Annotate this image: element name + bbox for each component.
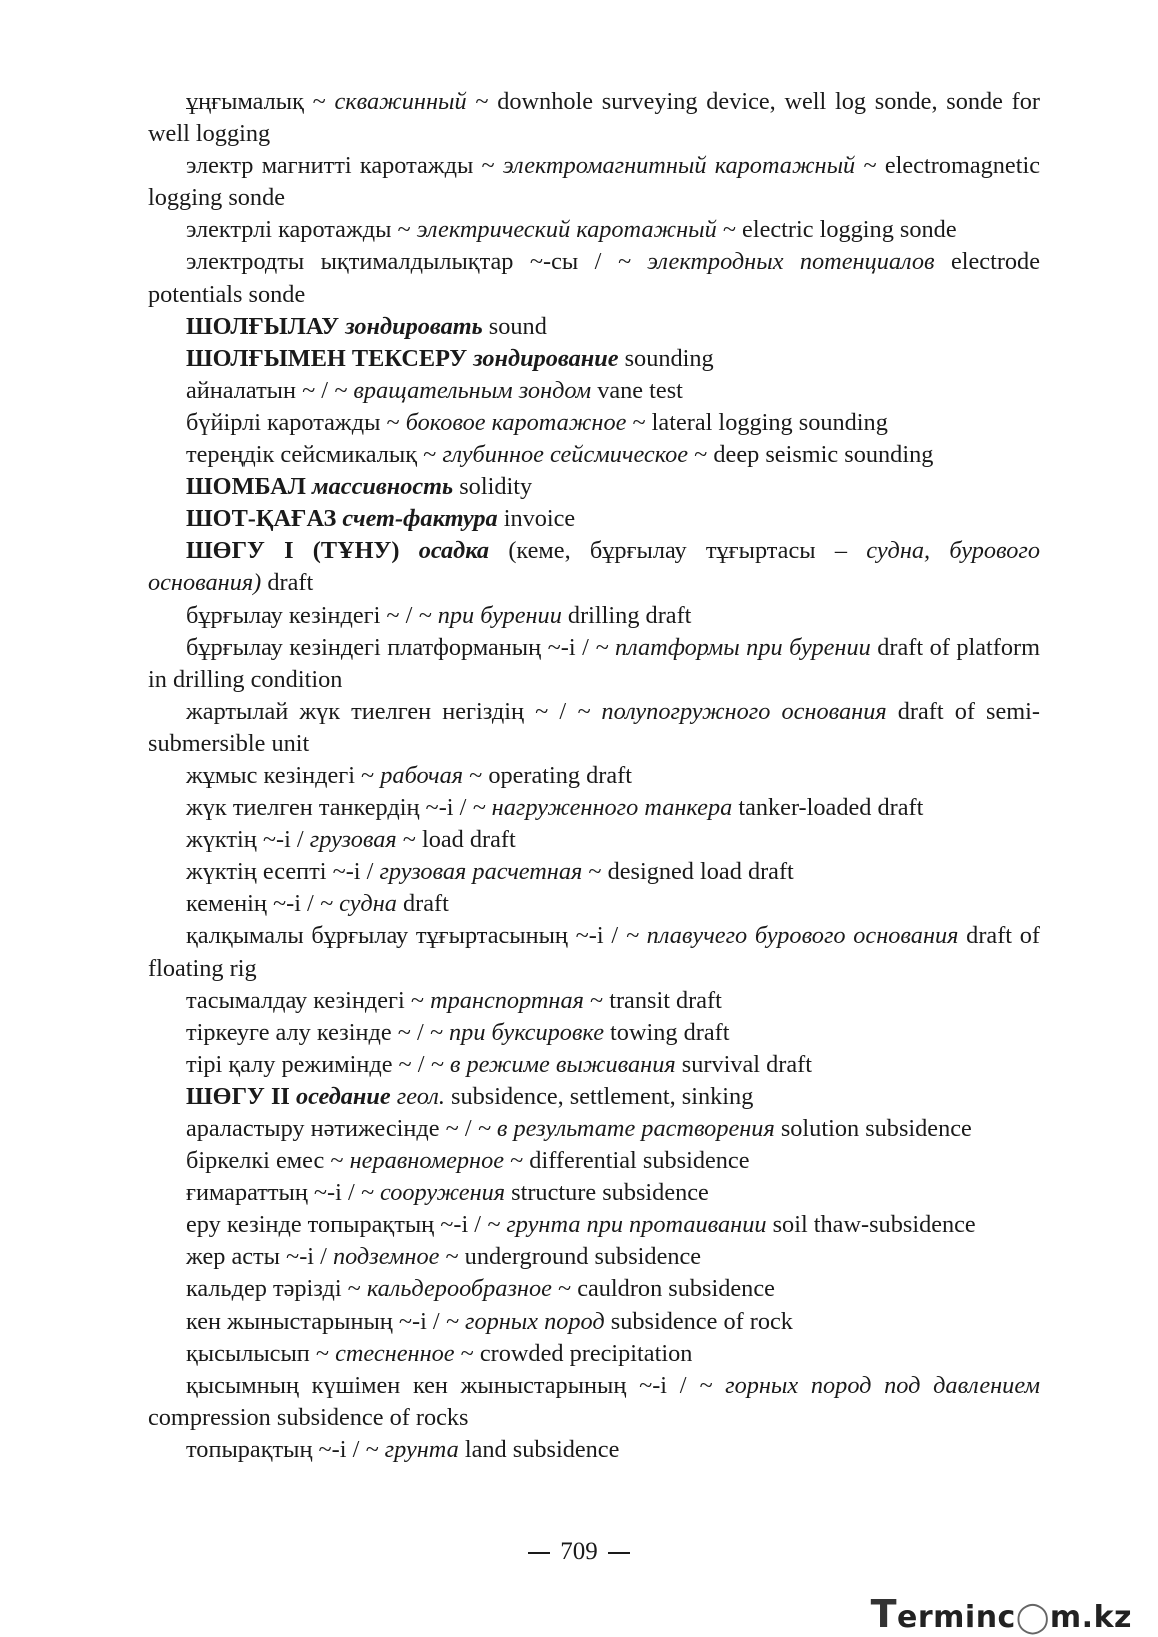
entry-text: compression subsidence of rocks bbox=[148, 1403, 469, 1431]
entry-text: ~ designed load draft bbox=[582, 858, 794, 886]
dictionary-entry bbox=[148, 1273, 1040, 1305]
page-number bbox=[0, 1538, 1158, 1566]
russian-term: грузовая расчетная bbox=[379, 858, 583, 886]
entry-text: ~ cauldron subsidence bbox=[551, 1275, 775, 1303]
russian-term: ~ горных пород под давлением bbox=[699, 1371, 1040, 1399]
entry-text: электродты ықтималдылықтар ~-сы / bbox=[186, 248, 618, 276]
dictionary-entry bbox=[148, 856, 1040, 888]
watermark-logo bbox=[871, 1592, 1132, 1636]
headword-russian: зондирование bbox=[473, 344, 619, 372]
entry-text: structure subsidence bbox=[505, 1179, 709, 1207]
entry-text: solidity bbox=[453, 473, 533, 501]
entry-text: ғимараттың ~-і / bbox=[186, 1179, 361, 1207]
dictionary-entry bbox=[148, 150, 1040, 214]
dictionary-entry bbox=[148, 760, 1040, 792]
dictionary-entry bbox=[148, 246, 1040, 310]
entry-text bbox=[399, 537, 418, 564]
entry-text: жүктің есепті ~-і / bbox=[186, 858, 380, 886]
dictionary-entry bbox=[148, 1113, 1040, 1145]
headword-russian: счет-фактура bbox=[342, 505, 498, 533]
dictionary-entry bbox=[148, 888, 1040, 920]
russian-term: скважинный bbox=[334, 88, 467, 115]
russian-term: ~ судна bbox=[319, 890, 397, 918]
russian-term: ~ плавучего бурового основания bbox=[625, 922, 959, 950]
russian-term: ~ при буксировке bbox=[429, 1018, 604, 1046]
russian-term: ~ сооружения bbox=[360, 1179, 506, 1207]
headword: ШОЛҒЫЛАУ bbox=[186, 312, 340, 340]
entry-text: tanker-loaded draft bbox=[732, 794, 924, 822]
russian-term: судна, бурового основания) bbox=[148, 537, 1041, 597]
entry-text: жұмыс кезіндегі ~ bbox=[186, 761, 381, 789]
russian-term: ~ вращательным зондом bbox=[334, 376, 592, 404]
entry-text: ~ crowded precipitation bbox=[454, 1339, 693, 1367]
entry-text: тірі қалу режимінде ~ / bbox=[186, 1050, 431, 1078]
headword: ШОМБАЛ bbox=[186, 473, 306, 501]
dictionary-entry bbox=[148, 1145, 1040, 1177]
russian-term: ~ грунта при протаивании bbox=[487, 1211, 767, 1239]
entry-text: айналатын ~ / bbox=[186, 376, 335, 404]
russian-term: ~ при бурении bbox=[418, 601, 562, 629]
entry-text: soil thaw-subsidence bbox=[766, 1211, 976, 1239]
entry-text: towing draft bbox=[603, 1018, 730, 1046]
entry-text: ұңғымалық ~ bbox=[186, 88, 335, 115]
russian-term: ~ электродных потенциалов bbox=[617, 248, 935, 276]
dictionary-entry bbox=[148, 1017, 1040, 1049]
entry-text: ~ operating draft bbox=[463, 761, 633, 789]
dictionary-entry bbox=[148, 1370, 1040, 1434]
headword: ШӨГУ II bbox=[186, 1082, 290, 1110]
dictionary-entry bbox=[148, 471, 1040, 503]
russian-term: рабочая bbox=[380, 761, 464, 789]
entry-text: ~ load draft bbox=[396, 826, 516, 854]
entry-text: ~ transit draft bbox=[583, 986, 722, 1014]
russian-term: ~ грунта bbox=[365, 1435, 459, 1463]
page-number-text: 709 bbox=[560, 1538, 598, 1565]
entry-text: жүктің ~-і / bbox=[186, 826, 310, 854]
dictionary-entry bbox=[148, 1209, 1040, 1241]
headword-russian: осадка bbox=[418, 537, 490, 565]
entry-text: бүйірлі каротажды ~ bbox=[186, 408, 406, 436]
dictionary-entry bbox=[148, 985, 1040, 1017]
entry-text: қалқымалы бұрғылау тұғыртасының ~-і / bbox=[186, 922, 626, 950]
dictionary-entry bbox=[148, 1177, 1040, 1209]
russian-term: глубинное сейсмическое bbox=[442, 441, 689, 469]
entry-text: draft of semi-submersible unit bbox=[148, 697, 1040, 757]
dictionary-entry bbox=[148, 920, 1040, 984]
dictionary-entry bbox=[148, 1434, 1040, 1466]
dash-right bbox=[608, 1552, 630, 1554]
entry-text: араластыру нәтижесінде ~ / bbox=[186, 1115, 478, 1142]
entry-text: drilling draft bbox=[561, 601, 692, 629]
entry-text: электрлі каротажды ~ bbox=[186, 216, 417, 244]
dictionary-entry bbox=[148, 1049, 1040, 1081]
dash-left bbox=[528, 1552, 550, 1554]
entry-text: бұрғылау кезіндегі ~ / bbox=[186, 601, 419, 629]
entry-text: ~ lateral logging sounding bbox=[626, 408, 888, 436]
entry-text: ~ deep seismic sounding bbox=[688, 441, 934, 469]
entry-text: біркелкі емес ~ bbox=[186, 1147, 350, 1175]
russian-term: кальдерообразное bbox=[366, 1275, 552, 1303]
entry-text: қысымның күшімен кен жыныстарының ~-і / bbox=[186, 1371, 700, 1399]
entry-text: survival draft bbox=[675, 1050, 812, 1078]
dictionary-entry bbox=[148, 214, 1040, 246]
dictionary-entry bbox=[148, 503, 1040, 535]
entry-text: қысылысып ~ bbox=[186, 1339, 336, 1367]
dictionary-entry bbox=[148, 632, 1040, 696]
dictionary-entry bbox=[148, 792, 1040, 824]
dictionary-entry bbox=[148, 1081, 1040, 1113]
entry-text: электр магнитті каротажды ~ bbox=[186, 152, 503, 180]
russian-term: ~ горных пород bbox=[445, 1307, 605, 1335]
watermark-logo-mark: T bbox=[870, 1592, 898, 1636]
dictionary-entry bbox=[148, 1338, 1040, 1370]
entry-text: тереңдік сейсмикалық ~ bbox=[186, 441, 443, 469]
watermark-logo-text-tail: m.kz bbox=[1049, 1600, 1132, 1635]
dictionary-page-body bbox=[148, 86, 1040, 1466]
russian-term: ~ в режиме выживания bbox=[430, 1050, 676, 1078]
entry-text: ~ differential subsidence bbox=[504, 1147, 750, 1175]
headword-russian: оседание bbox=[295, 1082, 391, 1110]
entry-text: solution subsidence bbox=[774, 1115, 972, 1142]
entry-text: ~ electromagnetic logging sonde bbox=[148, 152, 1040, 212]
dictionary-entry bbox=[148, 439, 1040, 471]
entry-text: ~ downhole surveying device, well log sonde, sonde for well logging bbox=[148, 88, 1040, 148]
dictionary-entry bbox=[148, 600, 1040, 632]
entry-text: (кеме, бұрғылау тұғыртасы – bbox=[489, 537, 867, 565]
entry-text: бұрғылау кезіндегі платформаның ~-і / bbox=[186, 633, 596, 661]
headword: ШОЛҒЫМЕН ТЕКСЕРУ bbox=[186, 344, 468, 372]
entry-text: жартылай жүк тиелген негіздің ~ / bbox=[186, 697, 578, 725]
entry-text: кен жыныстарының ~-і / bbox=[186, 1307, 446, 1335]
entry-text: vane test bbox=[591, 376, 683, 404]
russian-term: ~ нагруженного танкера bbox=[472, 794, 733, 822]
dictionary-entry bbox=[148, 535, 1040, 599]
entry-text: жер асты ~-і / bbox=[186, 1243, 333, 1271]
watermark-logo-text: erminc bbox=[897, 1600, 1016, 1635]
russian-term: неравномерное bbox=[349, 1147, 505, 1175]
entry-text: тіркеуге алу кезінде ~ / bbox=[186, 1018, 430, 1046]
entry-text: жүк тиелген танкердің ~-і / bbox=[186, 794, 473, 822]
dictionary-entry bbox=[148, 1241, 1040, 1273]
russian-term: ~ полупогружного основания bbox=[577, 697, 887, 725]
headword-russian: зондировать bbox=[345, 312, 483, 340]
dictionary-entry bbox=[148, 1306, 1040, 1338]
russian-term: подземное bbox=[332, 1243, 440, 1271]
entry-text: land subsidence bbox=[458, 1435, 620, 1463]
russian-term: ~ платформы при бурении bbox=[595, 633, 871, 661]
entry-text: subsidence of rock bbox=[604, 1307, 793, 1335]
dictionary-entry bbox=[148, 86, 1040, 150]
magnifier-icon: ◯ bbox=[1015, 1600, 1050, 1635]
entry-text: subsidence, settlement, sinking bbox=[444, 1082, 754, 1110]
entry-text: draft of floating rig bbox=[148, 922, 1040, 982]
entry-text: draft bbox=[261, 569, 314, 597]
entry-text: draft of platform in drilling condition bbox=[148, 633, 1040, 693]
entry-text: electrode potentials sonde bbox=[148, 248, 1040, 308]
entry-text: кальдер тәрізді ~ bbox=[186, 1275, 367, 1303]
dictionary-entry bbox=[148, 407, 1040, 439]
headword: ШӨГУ I (ТҰНУ) bbox=[186, 537, 400, 565]
headword-russian: массивность bbox=[312, 473, 454, 501]
dictionary-entry bbox=[148, 375, 1040, 407]
russian-term: электрический каротажный bbox=[416, 216, 717, 244]
russian-term: боковое каротажное bbox=[405, 408, 627, 436]
russian-term: транспортная bbox=[430, 986, 584, 1014]
entry-text: draft bbox=[396, 890, 449, 918]
entry-text: кеменің ~-і / bbox=[186, 890, 320, 918]
dictionary-entry bbox=[148, 311, 1040, 343]
entry-text: ~ underground subsidence bbox=[439, 1243, 702, 1271]
russian-term: ~ в результате растворения bbox=[477, 1115, 775, 1142]
entry-text: тасымалдау кезіндегі ~ bbox=[186, 986, 431, 1014]
entry-text: sound bbox=[482, 312, 547, 340]
dictionary-entry bbox=[148, 696, 1040, 760]
dictionary-entry bbox=[148, 343, 1040, 375]
dictionary-entry bbox=[148, 824, 1040, 856]
russian-term: геол. bbox=[396, 1082, 445, 1110]
entry-text: invoice bbox=[497, 505, 576, 533]
russian-term: электромагнитный каротажный bbox=[502, 152, 856, 180]
entry-text: топырақтың ~-і / bbox=[186, 1435, 366, 1463]
entry-text: sounding bbox=[618, 344, 714, 372]
russian-term: грузовая bbox=[309, 826, 397, 854]
russian-term: стесненное bbox=[335, 1339, 455, 1367]
entry-text: еру кезінде топырақтың ~-і / bbox=[186, 1211, 488, 1239]
entry-text: ~ electric logging sonde bbox=[716, 216, 957, 244]
headword: ШОТ-ҚАҒАЗ bbox=[186, 505, 337, 533]
